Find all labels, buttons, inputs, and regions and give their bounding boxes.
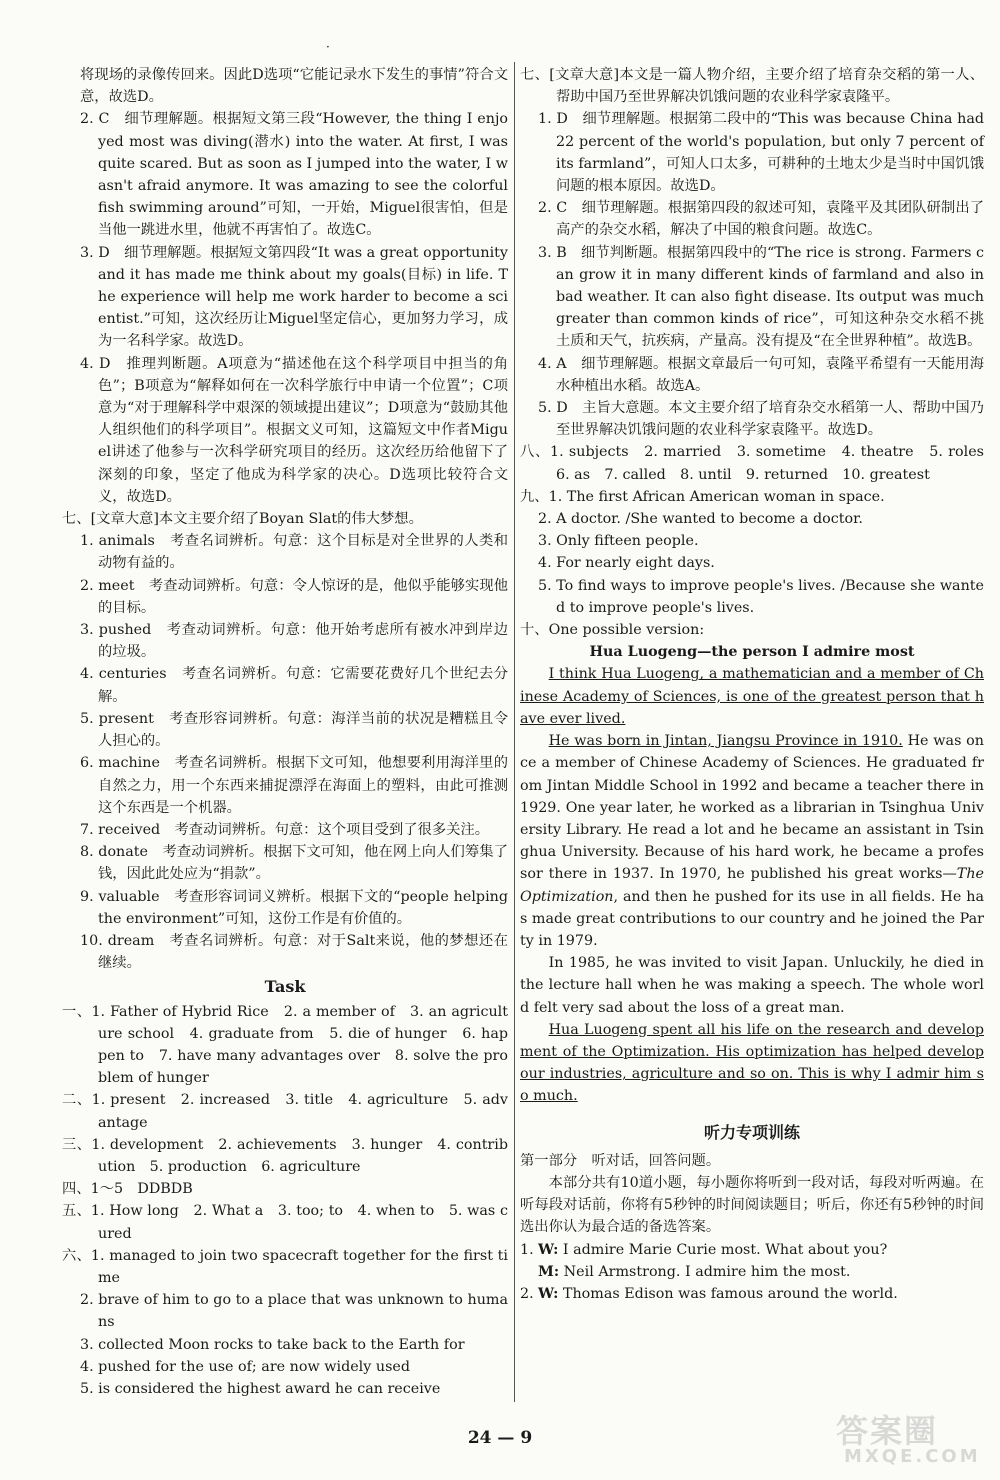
essay <box>520 663 984 1107</box>
essay-para-4: Hua Luogeng spent all his life on the research and development of the Optimization. His optimization has helped develop our industries, agriculture and so on. This is why I admir him so much. <box>520 1021 984 1105</box>
right-item: 5. D 主旨大意题。本文主要介绍了培育杂交水稻第一人、帮助中国乃至世界解决饥饿问题的农业科学家袁隆平。故选D。 <box>538 400 984 439</box>
left-item: 3. pushed 考查动词辨析。句意：他开始考虑所有被水冲到岸边的垃圾。 <box>80 622 508 661</box>
left-item: 2. brave of him to go to a place that was unknown to humans <box>80 1292 508 1331</box>
right-answers <box>520 64 999 663</box>
right-item: 九、1. The first African American woman in space. <box>520 488 885 505</box>
left-item: 三、1. development 2. achievements 3. hunger 4. contribution 5. production 6. agriculture <box>62 1136 508 1175</box>
essay-book-title: The Optimization <box>520 866 984 905</box>
right-item: 十、One possible version: <box>520 622 705 639</box>
dialogue-text: I admire Marie Curie most. What about you? <box>558 1241 888 1258</box>
right-item: 3. B 细节判断题。根据第四段中的“The rice is strong. Farmers can grow it in many different kinds of farmland and also in bad weather. It can also fight disease. Its output was much greater than common kinds of rice”，可知这种杂交水稻不挑土质和天气，抗疾病，产量高。没有提及“在全世界种植”。故选B。 <box>538 244 984 350</box>
right-column <box>520 64 999 1305</box>
dialogue-line <box>520 1261 984 1283</box>
essay-para-3: In 1985, he was invited to visit Japan. Unluckily, he died in the lecture hall when he was making a speech. The whole world felt very sad about the loss of a great man. <box>520 955 984 1016</box>
left-item: 七、[文章大意]本文主要介绍了Boyan Slat的伟大梦想。 <box>62 511 423 528</box>
essay-para-2-lead: He was born in Jintan, Jiangsu Province in 1910. <box>548 733 903 750</box>
right-item: 2. A doctor. /She wanted to become a doctor. <box>538 511 863 528</box>
left-item: 2. meet 考查动词辨析。句意：令人惊讶的是，他似乎能够实现他的目标。 <box>80 577 508 616</box>
dialogue-number: 2. <box>520 1285 534 1302</box>
listening-title: 听力专项训练 <box>703 1122 800 1142</box>
left-item: 9. valuable 考查形容词词义辨析。根据下文的“people helping the environment”可知，这份工作是有价值的。 <box>80 888 508 927</box>
right-item: 2. C 细节理解题。根据第四段的叙述可知，袁隆平及其团队研制出了高产的杂交水稻，解决了中国的粮食问题。故选C。 <box>538 200 984 239</box>
right-item: 1. D 细节理解题。根据第二段中的“This was because China had 22 percent of the world's population, but only 7 percent of its farmland”，可知人口太多，可耕种的土地太少是当时中国饥饿问题的根本原因。故选D。 <box>538 111 984 195</box>
left-column <box>62 64 508 1400</box>
left-item: 8. donate 考查动词辨析。根据下文可知，他在网上向人们筹集了钱，因此此处应为“捐款”。 <box>80 844 508 883</box>
right-item: 3. Only fifteen people. <box>538 533 699 550</box>
dialogue-number: 1. <box>520 1241 534 1258</box>
left-item: 1. animals 考查名词辨析。句意：这个目标是对全世界的人类和动物有益的。 <box>80 533 508 572</box>
left-item: 5. present 考查形容词辨析。句意：海洋当前的状况是糟糕且令人担心的。 <box>80 710 508 750</box>
page-number: 24 — 9 <box>467 1428 533 1448</box>
right-item: 八、1. subjects 2. married 3. sometime 4. theatre 5. roles 6. as 7. called 8. until 9. returned 10. greatest <box>520 444 999 483</box>
top-mark: · <box>326 40 330 54</box>
column-divider <box>514 62 515 1402</box>
watermark-url: MXQE.COM <box>844 1446 981 1467</box>
left-item: 3. D 细节理解题。根据短文第四段“It was a great opportunity and it has made me think about my goals(目标) in life. The experience will help me work harder to become a scientist.”可知，这次经历让Miguel坚定信心，更加努力学习，成为一名科学家。故选D。 <box>80 244 508 350</box>
listening-part: 第一部分 听对话，回答问题。 <box>520 1152 721 1169</box>
right-item: 七、[文章大意]本文是一篇人物介绍，主要介绍了培育杂交稻的第一人、帮助中国乃至世界解决饥饿问题的农业科学家袁隆平。 <box>520 67 984 106</box>
left-item: 3. collected Moon rocks to take back to the Earth for <box>80 1336 465 1353</box>
left-item: Task <box>264 977 306 997</box>
left-item: 4. D 推理判断题。A项意为“描述他在这个科学项目中担当的角色”；B项意为“解释如何在一次科学旅行中申请一个位置”；C项意为“对于理解科学中艰深的领域提出建议”；D项意为“鼓励其他人组织他们的科学项目”。根据文义可知，这篇短文中作者Miguel讲述了他参与一次科学研究项目的经历。这次经历给他留下了深刻的印象，坚定了他成为科学家的决心。D选项比较符合文义，故选D。 <box>80 355 508 505</box>
essay-para-2-tail: , and then he pushed for its use in all fields. He has made great contributions to our country and he joined the Party in 1979. <box>520 888 984 949</box>
left-item: 四、1～5 DDBDB <box>62 1181 193 1198</box>
dialogue-text: Neil Armstrong. I admire him the most. <box>559 1263 851 1280</box>
listening-dialogue <box>520 1239 984 1306</box>
right-item: 4. For nearly eight days. <box>538 555 715 572</box>
left-item: 二、1. present 2. increased 3. title 4. agriculture 5. advantage <box>62 1092 508 1131</box>
essay-para-1: I think Hua Luogeng, a mathematician and a member of Chinese Academy of Sciences, is one of the greatest person that have ever lived. <box>520 666 984 727</box>
dialogue-line <box>520 1283 984 1305</box>
dialogue-speaker: W: <box>538 1285 559 1302</box>
watermark-logo <box>818 1402 988 1472</box>
dialogue-speaker: M: <box>538 1263 560 1280</box>
right-item: Hua Luogeng—the person I admire most <box>589 644 915 661</box>
left-item: 五、1. How long 2. What a 3. too; to 4. when to 5. was cured <box>62 1203 508 1242</box>
dialogue-line <box>520 1239 984 1261</box>
dialogue-speaker: W: <box>538 1241 559 1258</box>
left-item: 一、1. Father of Hybrid Rice 2. a member of 3. an agriculture school 4. graduate from 5. die of hunger 6. happen to 7. have many advantages over 8. solve the problem of hunger <box>62 1003 508 1087</box>
listening-instructions: 本部分共有10道小题，每小题你将听到一段对话，每段对听两遍。在听每段对话前，你将有5秒钟的时间阅读题目；听后，你还有5秒钟的时间选出你认为最合适的备选答案。 <box>520 1174 984 1236</box>
right-item: 4. A 细节理解题。根据文章最后一句可知，袁隆平希望有一天能用海水种植出水稻。故选A。 <box>538 355 984 394</box>
left-item: 10. dream 考查名词辨析。句意：对于Salt来说，他的梦想还在继续。 <box>80 932 508 972</box>
essay-para-2: He was once a member of Chinese Academy of Sciences. He graduated from Jintan Middle School in 1992 and became a teacher there in 1929. One year later, he worked as a librarian in Tsinghua University Library. He read a lot and he became an assistant in Tsinghua University. Because of his hard work, he became a professor there in 1937. In 1970, he published his great works— <box>520 733 984 883</box>
left-item: 六、1. managed to join two spacecraft together for the first time <box>62 1247 508 1286</box>
right-item: 5. To find ways to improve people's lives. /Because she wanted to improve people's lives. <box>538 577 984 616</box>
left-item: 4. centuries 考查名词辨析。句意：它需要花费好几个世纪去分解。 <box>80 666 508 705</box>
left-item: 5. is considered the highest award he can receive <box>80 1380 441 1397</box>
left-item: 2. C 细节理解题。根据短文第三段“However, the thing I enjoyed most was diving(潜水) into the water. At first, I was quite scared. But as soon as I jumped into the water, I wasn't afraid anymore. It was amazing to see the colorful fish swimming around”可知，一开始，Miguel很害怕，但是当他一跳进水里，他就不再害怕了。故选C。 <box>80 111 508 239</box>
dialogue-text: Thomas Edison was famous around the world. <box>558 1285 898 1302</box>
left-item: 将现场的录像传回来。因此D选项“它能记录水下发生的事情”符合文意，故选D。 <box>80 67 508 106</box>
left-item: 7. received 考查动词辨析。句意：这个项目受到了很多关注。 <box>80 821 490 838</box>
left-item: 4. pushed for the use of; are now widely used <box>80 1358 411 1375</box>
watermark-text: 答案圈 <box>836 1412 939 1450</box>
left-item: 6. machine 考查名词辨析。根据下文可知，他想要利用海洋里的自然之力，用一个东西来捕捉漂浮在海面上的塑料，由此可推测这个东西是一个机器。 <box>80 755 508 816</box>
